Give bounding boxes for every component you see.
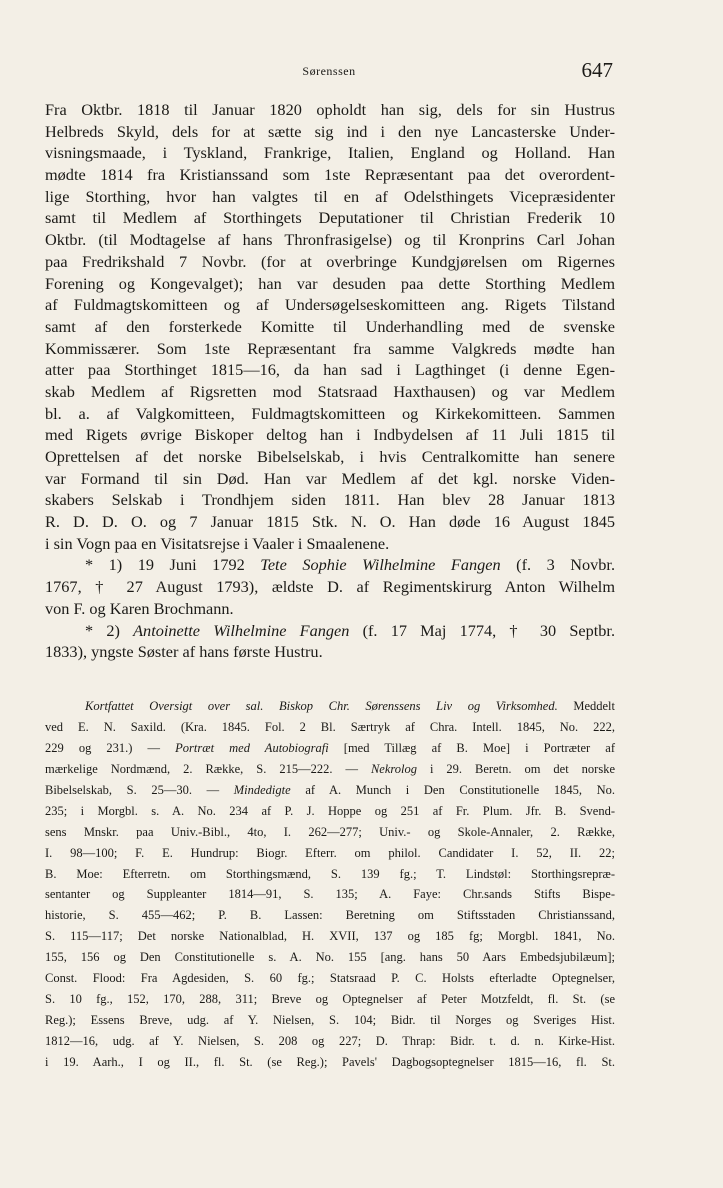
text-line: Oprettelsen af det norske Bibelselskab, i hvis Centralkomitte han senere xyxy=(45,447,615,466)
text-line: bl. a. af Valgkomitteen, Fuldmagtskomitteen og Kirkekomitteen. Sammen xyxy=(45,403,615,423)
text-line: af Fuldmagtskomitteen og af Undersøgelseskomitteen ang. Rigets Tilstand xyxy=(45,295,615,315)
marriage-1-line-3: von F. og Karen Brochmann. xyxy=(45,598,234,618)
text-line: paa Fredrikshald 7 Novbr. (for at overbringe Kundgjørelsen om Rigernes xyxy=(45,251,615,271)
text-line: atter paa Storthinget 1815—16, da han sad i Lagthinget (i denne Egen- xyxy=(45,360,615,380)
text-line: samt til Medlem af Storthingets Deputationer til Christian Frederik 10 xyxy=(45,208,615,228)
biblio-line xyxy=(45,738,615,759)
biblio-text: af A. Munch i Den Constitutionelle 1845, No. xyxy=(305,782,616,797)
text-line: mødte 1814 fra Kristianssand som 1ste Repræsentant paa det overordent- xyxy=(45,165,615,185)
marriage-1-line-2: 1767, † 27 August 1793), ældste D. af Regimentskirurg Anton Wilhelm xyxy=(45,577,615,597)
biblio-text: mærkelige Nordmænd, 2. Række, S. 215—222. — xyxy=(45,761,358,776)
text-line: Kommissærer. Som 1ste Repræsentant fra samme Valgkreds mødte han xyxy=(45,338,615,358)
text-line: i sin Vogn paa en Visitatsrejse i Vaaler i Smaalenene. xyxy=(45,533,390,553)
text-line: Forening og Kongevalget); han var desuden paa dette Storthing Medlem xyxy=(45,273,615,293)
marriage-2-prefix: * 2) xyxy=(85,620,120,640)
text-line: med Rigets øvrige Biskoper deltog han i Indbydelsen af 11 Juli 1815 til xyxy=(45,425,615,445)
page-number: 647 xyxy=(581,58,613,82)
biblio-text: Meddelt xyxy=(573,699,615,713)
marriage-1-line xyxy=(45,554,615,576)
biblio-line: S. 115—117; Det norske Nationalblad, H. XVII, 137 og 185 fg; Morgbl. 1841, No. xyxy=(45,929,615,944)
text-line: samt af den forsterkede Komitte til Underhandling med de svenske xyxy=(45,316,615,336)
biblio-title: Portræt med Autobiografi xyxy=(175,740,329,755)
biblio-line: I. 98—100; F. E. Hundrup: Biogr. Efterr. om philol. Candidater I. 52, II. 22; xyxy=(45,845,615,860)
main-text xyxy=(45,99,615,663)
marriage-2-suffix: (f. 17 Maj 1774, † 30 Septbr. xyxy=(362,620,616,640)
text-line: skabers Selskab i Trondhjem siden 1811. Han blev 28 Januar 1813 xyxy=(45,490,615,510)
biblio-line: S. 10 fg., 152, 170, 288, 311; Breve og Optegnelser af Peter Motzfeldt, fl. St. (se xyxy=(45,992,615,1007)
text-line: Oktbr. (til Modtagelse af hans Thronfrasigelse) og til Kronprins Carl Johan xyxy=(45,230,615,250)
text-line: R. D. D. O. og 7 Januar 1815 Stk. N. O. Han døde 16 August 1845 xyxy=(45,512,615,532)
marriage-2-line xyxy=(45,620,615,642)
biblio-text: [med Tillæg af B. Moe] i Portræter af xyxy=(343,740,616,755)
biblio-line: B. Moe: Efterretn. om Storthingsmænd, S. 139 fg.; T. Lindstøl: Storthingsrepræ- xyxy=(45,866,615,881)
page-header xyxy=(45,58,613,88)
biblio-line: Const. Flood: Fra Agdesiden, S. 60 fg.; Statsraad P. C. Holsts efterladte Optegnelser, xyxy=(45,971,615,986)
text-line: Fra Oktbr. 1818 til Januar 1820 opholdt han sig, dels for sin Hustrus xyxy=(45,100,615,119)
marriage-2-line-2: 1833), yngste Søster af hans første Hustru. xyxy=(45,642,323,662)
marriage-1-prefix: * 1) 19 Juni 1792 xyxy=(85,555,245,575)
text-line: var Formand til sin Død. Han var Medlem af det kgl. norske Viden- xyxy=(45,468,615,488)
wife-1-name: Tete Sophie Wilhelmine Fangen xyxy=(260,555,501,575)
biblio-line: ved E. N. Saxild. (Kra. 1845. Fol. 2 Bl. Særtryk af Chra. Intell. 1845, No. 222, xyxy=(45,719,615,734)
biblio-title: Kortfattet Oversigt over sal. Biskop Chr. Sørenssens Liv og Virksomhed. xyxy=(85,699,558,713)
biblio-line: sentanter og Suppleanter 1814—91, S. 135; A. Faye: Chr.sands Stifts Bispe- xyxy=(45,887,615,902)
biblio-line xyxy=(45,696,615,717)
biblio-text: 229 og 231.) — xyxy=(45,740,161,755)
bibliography xyxy=(45,696,615,1073)
biblio-line: sens Mnskr. paa Univ.-Bibl., 4to, I. 262—277; Univ.- og Skole-Annaler, 2. Række, xyxy=(45,824,615,839)
biblio-line xyxy=(45,759,615,780)
biblio-text: i 29. Beretn. om det norske xyxy=(429,761,615,776)
text-line: lige Storthing, hvor han valgtes til en af Odelsthingets Vicepræsidenter xyxy=(45,186,615,206)
text-line: skab Medlem af Rigsretten mod Statsraad Haxthausen) og var Medlem xyxy=(45,381,615,401)
biblio-line: 155, 156 og Den Constitutionelle s. A. No. 155 [ang. hans 50 Aars Embedsjubilæum]; xyxy=(45,950,615,965)
biblio-line: 235; i Morgbl. s. A. No. 234 af P. J. Hoppe og 251 af Fr. Plum. Jfr. B. Svend- xyxy=(45,803,615,818)
text-line: visningsmaade, i Tyskland, Frankrige, Italien, England og Holland. Han xyxy=(45,143,615,163)
biblio-title: Mindedigte xyxy=(233,782,291,797)
biblio-line: 1812—16, udg. af Y. Nielsen, S. 208 og 227; D. Thrap: Bidr. t. d. n. Kirke-Hist. xyxy=(45,1034,615,1048)
marriage-1-suffix: (f. 3 Novbr. xyxy=(516,555,616,575)
running-head: Sørenssen xyxy=(302,64,356,78)
biblio-line: historie, S. 455—462; P. B. Lassen: Beretning om Stiftsstaden Christianssand, xyxy=(45,908,615,923)
biblio-title: Nekrolog xyxy=(370,761,417,776)
text-line: Helbreds Skyld, dels for at sætte sig ind i den nye Lancasterske Under- xyxy=(45,121,615,141)
wife-2-name: Antoinette Wilhelmine Fangen xyxy=(133,620,350,640)
biblio-line xyxy=(45,780,615,801)
biblio-text: Bibelselskab, S. 25—30. — xyxy=(45,782,220,797)
biblio-line: Reg.); Essens Breve, udg. af Y. Nielsen, S. 104; Bidr. til Norges og Sveriges Hist. xyxy=(45,1013,615,1028)
biblio-line: i 19. Aarh., I og II., fl. St. (se Reg.); Pavels' Dagbogsoptegnelser 1815—16, fl. St. xyxy=(45,1054,615,1069)
